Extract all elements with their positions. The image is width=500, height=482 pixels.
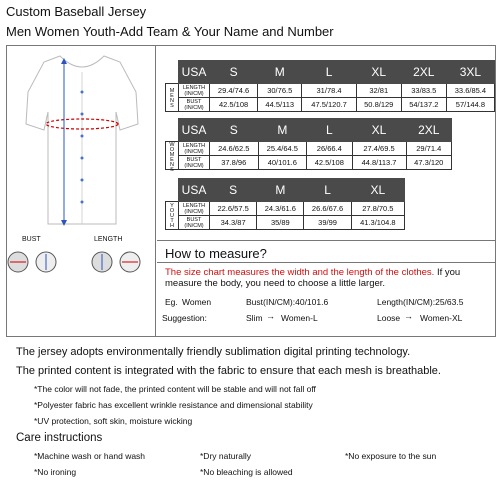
care-5: *No bleaching is allowed bbox=[200, 467, 293, 477]
slim-arrow-icon: → bbox=[266, 311, 275, 321]
womens-cell: 24.6/62.5 bbox=[210, 142, 259, 156]
bust-label: BUST bbox=[22, 236, 41, 243]
mens-cell: 33/83.5 bbox=[401, 84, 446, 98]
womens-size-table bbox=[165, 118, 452, 170]
info-line-2: The printed content is integrated with the fabric to ensure that each mesh is breathable. bbox=[16, 365, 441, 377]
mens-h6: 3XL bbox=[446, 61, 494, 84]
how-explanation bbox=[165, 267, 495, 289]
mens-cell: 44.5/113 bbox=[258, 98, 302, 112]
mens-h2: M bbox=[258, 61, 302, 84]
mens-cell: 54/137.2 bbox=[401, 98, 446, 112]
slim-label: Slim bbox=[246, 313, 263, 323]
youth-size-table bbox=[165, 178, 405, 230]
youth-cell: 35/89 bbox=[257, 216, 304, 230]
mens-h3: L bbox=[302, 61, 356, 84]
mens-side-label: MENS bbox=[166, 84, 179, 112]
youth-cell: 34.3/87 bbox=[210, 216, 257, 230]
youth-cell: 22.6/57.5 bbox=[210, 202, 257, 216]
how-title: How to measure? bbox=[165, 246, 267, 261]
womens-cell: 29/71.4 bbox=[406, 142, 451, 156]
youth-h2: M bbox=[257, 179, 304, 202]
mens-h4: XL bbox=[356, 61, 401, 84]
page-title: Custom Baseball Jersey bbox=[6, 4, 147, 19]
womens-side-label: WOMENS bbox=[166, 142, 179, 170]
youth-cell: 24.3/61.6 bbox=[257, 202, 304, 216]
mens-cell: 29.4/74.6 bbox=[210, 84, 258, 98]
womens-length-row bbox=[166, 142, 452, 156]
womens-cell: 37.8/96 bbox=[210, 156, 259, 170]
how-title-underline bbox=[157, 262, 496, 263]
youth-length-label: LENGTH (IN/CM) bbox=[179, 202, 210, 216]
youth-header-row bbox=[166, 179, 405, 202]
mens-cell: 42.5/108 bbox=[210, 98, 258, 112]
womens-h4: XL bbox=[352, 119, 406, 142]
mens-cell: 57/144.8 bbox=[446, 98, 494, 112]
mens-length-label: LENGTH (IN/CM) bbox=[179, 84, 210, 98]
length-measure-icon bbox=[90, 250, 144, 274]
youth-h1: S bbox=[210, 179, 257, 202]
youth-h0: USA bbox=[179, 179, 210, 202]
suggestion-label: Suggestion: bbox=[162, 313, 207, 323]
womens-h0: USA bbox=[179, 119, 210, 142]
youth-cell: 39/99 bbox=[304, 216, 351, 230]
eg-bust: Bust(IN/CM):40/101.6 bbox=[246, 297, 329, 307]
mens-cell: 31/78.4 bbox=[302, 84, 356, 98]
care-title: Care instructions bbox=[16, 432, 103, 444]
eg-label: Eg. bbox=[165, 297, 178, 307]
youth-cell: 27.8/70.5 bbox=[351, 202, 404, 216]
info-line-1: The jersey adopts environmentally friendly sublimation digital printing technology. bbox=[16, 346, 411, 358]
womens-cell: 25.4/64.5 bbox=[258, 142, 307, 156]
youth-bust-row bbox=[166, 216, 405, 230]
youth-h3: L bbox=[304, 179, 351, 202]
mens-cell: 32/81 bbox=[356, 84, 401, 98]
mens-h5: 2XL bbox=[401, 61, 446, 84]
mens-length-row bbox=[166, 84, 495, 98]
mens-bust-label: BUST (IN/CM) bbox=[179, 98, 210, 112]
how-rest-text: If you measure the body, you need to choose a little larger. bbox=[165, 267, 461, 289]
loose-size: Women-XL bbox=[420, 313, 463, 323]
womens-bust-row bbox=[166, 156, 452, 170]
how-red-text: The size chart measures the width and the length of the clothes. bbox=[165, 267, 435, 278]
womens-cell: 44.8/113.7 bbox=[352, 156, 406, 170]
womens-cell: 47.3/120 bbox=[406, 156, 451, 170]
mens-cell: 50.8/129 bbox=[356, 98, 401, 112]
loose-arrow-icon: → bbox=[404, 311, 413, 321]
note-2: *Polyester fabric has excellent wrinkle resistance and dimensional stability bbox=[34, 400, 313, 410]
youth-side-label: YOUTH bbox=[166, 202, 179, 230]
how-top-line bbox=[157, 240, 496, 241]
bust-measure-icon bbox=[6, 250, 60, 274]
womens-cell: 40/101.6 bbox=[258, 156, 307, 170]
mens-header-row bbox=[166, 61, 495, 84]
mens-cell: 47.5/120.7 bbox=[302, 98, 356, 112]
mens-bust-row bbox=[166, 98, 495, 112]
care-4: *No ironing bbox=[34, 467, 77, 477]
womens-h2: M bbox=[258, 119, 307, 142]
womens-h1: S bbox=[210, 119, 259, 142]
jersey-illustration bbox=[22, 52, 142, 230]
mens-h1: S bbox=[210, 61, 258, 84]
eg-who: Women bbox=[182, 297, 212, 307]
care-2: *Dry naturally bbox=[200, 451, 252, 461]
youth-bust-label: BUST (IN/CM) bbox=[179, 216, 210, 230]
womens-bust-label: BUST (IN/CM) bbox=[179, 156, 210, 170]
note-3: *UV protection, soft skin, moisture wicking bbox=[34, 416, 193, 426]
womens-cell: 27.4/69.5 bbox=[352, 142, 406, 156]
womens-length-label: LENGTH (IN/CM) bbox=[179, 142, 210, 156]
eg-length: Length(IN/CM):25/63.5 bbox=[377, 297, 464, 307]
note-1: *The color will not fade, the printed content will be stable and will not fall off bbox=[34, 384, 316, 394]
womens-cell: 26/66.4 bbox=[307, 142, 352, 156]
page-subtitle: Men Women Youth-Add Team & Your Name and Number bbox=[6, 24, 334, 39]
womens-h5: 2XL bbox=[406, 119, 451, 142]
womens-h3: L bbox=[307, 119, 352, 142]
care-3: *No exposure to the sun bbox=[345, 451, 437, 461]
womens-cell: 42.5/108 bbox=[307, 156, 352, 170]
womens-header-row bbox=[166, 119, 452, 142]
length-label: LENGTH bbox=[94, 236, 123, 243]
youth-length-row bbox=[166, 202, 405, 216]
youth-h4: XL bbox=[351, 179, 404, 202]
slim-size: Women-L bbox=[281, 313, 318, 323]
mens-cell: 33.6/85.4 bbox=[446, 84, 494, 98]
youth-cell: 41.3/104.8 bbox=[351, 216, 404, 230]
loose-label: Loose bbox=[377, 313, 401, 323]
mens-h0: USA bbox=[179, 61, 210, 84]
mens-size-table bbox=[165, 60, 495, 112]
youth-cell: 26.6/67.6 bbox=[304, 202, 351, 216]
mens-cell: 30/76.5 bbox=[258, 84, 302, 98]
frame-divider bbox=[155, 45, 156, 337]
care-1: *Machine wash or hand wash bbox=[34, 451, 146, 461]
